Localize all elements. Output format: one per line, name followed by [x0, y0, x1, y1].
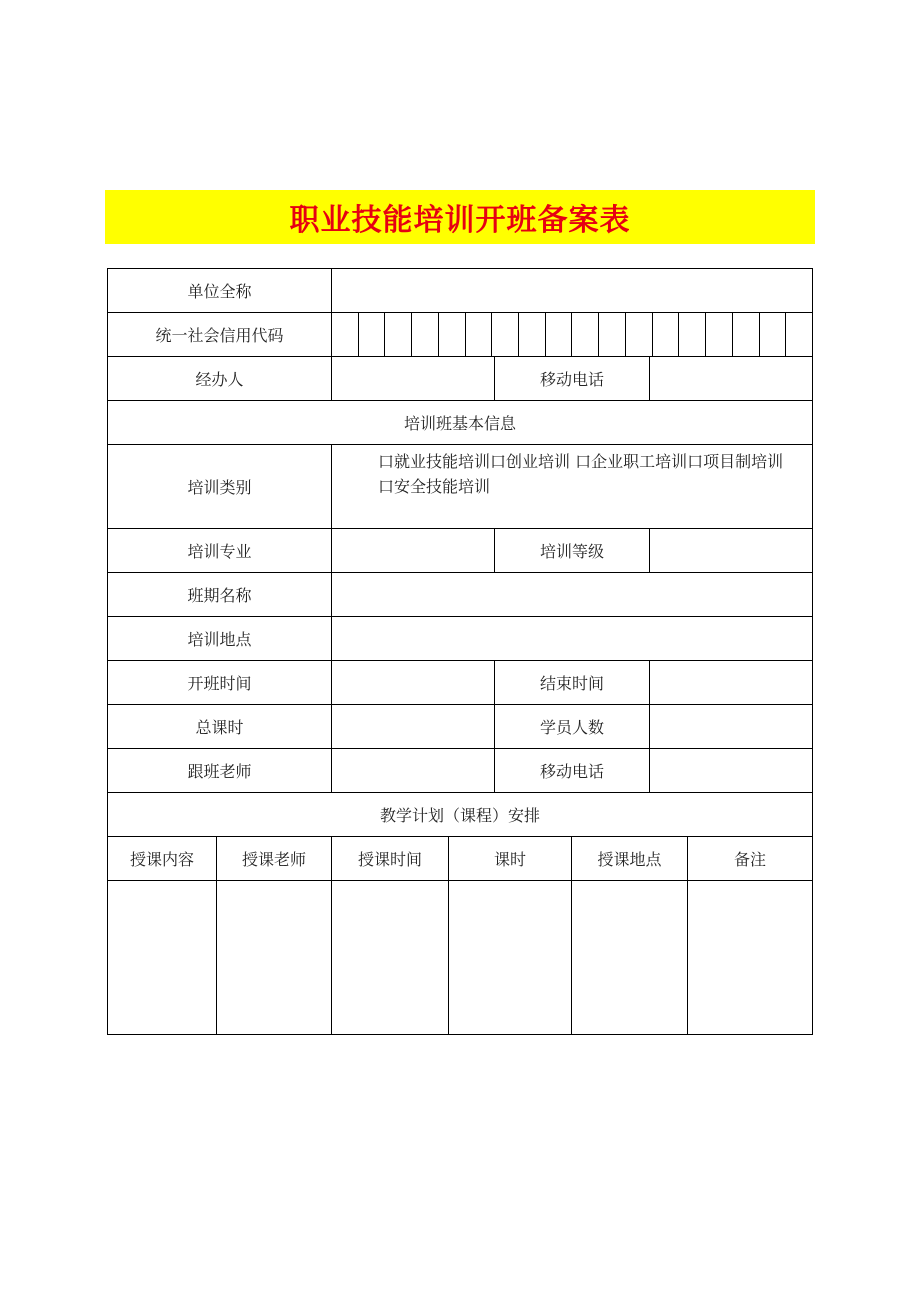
row-section-plan — [108, 793, 812, 837]
field-student-count[interactable] — [650, 705, 812, 748]
label-mobile: 移动电话 — [495, 357, 650, 400]
label-handler: 经办人 — [108, 357, 332, 400]
row-credit-code — [108, 313, 812, 357]
label-unit-name: 单位全称 — [108, 269, 332, 312]
row-plan-body — [108, 881, 812, 1034]
col-header-hours: 课时 — [449, 837, 572, 880]
row-unit-name — [108, 269, 812, 313]
row-training-location — [108, 617, 812, 661]
field-start-time[interactable] — [332, 661, 495, 704]
code-box[interactable] — [733, 313, 760, 356]
title-band — [105, 190, 815, 244]
row-handler — [108, 357, 812, 401]
field-unit-name[interactable] — [332, 269, 812, 312]
col-header-content: 授课内容 — [108, 837, 217, 880]
code-box[interactable] — [679, 313, 706, 356]
label-class-name: 班期名称 — [108, 573, 332, 616]
code-box[interactable] — [439, 313, 466, 356]
field-class-teacher[interactable] — [332, 749, 495, 792]
code-box[interactable] — [572, 313, 599, 356]
field-training-major[interactable] — [332, 529, 495, 572]
row-training-major — [108, 529, 812, 573]
field-total-hours[interactable] — [332, 705, 495, 748]
col-header-remarks: 备注 — [733, 850, 766, 869]
field-handler[interactable] — [332, 357, 495, 400]
code-box[interactable] — [786, 313, 812, 356]
form-title: 职业技能培训开班备案表 — [289, 203, 631, 238]
category-options-line2[interactable]: 口安全技能培训 — [378, 477, 491, 496]
plan-cell-location[interactable] — [572, 881, 688, 1034]
code-box[interactable] — [519, 313, 546, 356]
plan-cell-time[interactable] — [332, 881, 449, 1034]
code-box[interactable] — [546, 313, 573, 356]
row-class-name — [108, 573, 812, 617]
plan-cell-teacher[interactable] — [217, 881, 332, 1034]
label-mobile2: 移动电话 — [495, 749, 650, 792]
filing-form — [107, 268, 813, 1035]
code-box[interactable] — [653, 313, 680, 356]
label-class-teacher: 跟班老师 — [108, 749, 332, 792]
row-start-time — [108, 661, 812, 705]
field-mobile[interactable] — [650, 357, 812, 400]
label-training-location: 培训地点 — [108, 617, 332, 660]
label-training-major: 培训专业 — [108, 529, 332, 572]
label-start-time: 开班时间 — [108, 661, 332, 704]
plan-cell-remarks[interactable] — [688, 881, 812, 1034]
category-options — [332, 445, 783, 499]
row-class-teacher — [108, 749, 812, 793]
credit-code-boxes — [332, 313, 812, 356]
label-student-count: 学员人数 — [495, 705, 650, 748]
section-basic-heading: 培训班基本信息 — [403, 414, 516, 433]
code-box[interactable] — [492, 313, 519, 356]
code-box[interactable] — [706, 313, 733, 356]
row-training-category — [108, 445, 812, 529]
code-box[interactable] — [385, 313, 412, 356]
code-box[interactable] — [332, 313, 359, 356]
field-end-time[interactable] — [650, 661, 812, 704]
code-box[interactable] — [466, 313, 493, 356]
category-options-line1[interactable]: 口就业技能培训口创业培训 口企业职工培训口项目制培训 — [378, 452, 784, 471]
col-header-teacher: 授课老师 — [217, 837, 332, 880]
code-box[interactable] — [359, 313, 386, 356]
label-training-level: 培训等级 — [495, 529, 650, 572]
row-section-basic — [108, 401, 812, 445]
col-header-location: 授课地点 — [572, 837, 688, 880]
field-class-name[interactable] — [332, 573, 812, 616]
code-box[interactable] — [599, 313, 626, 356]
row-plan-headers — [108, 837, 812, 881]
label-credit-code: 统一社会信用代码 — [108, 313, 332, 356]
section-plan-heading: 教学计划（课程）安排 — [379, 806, 540, 825]
plan-cell-hours[interactable] — [449, 881, 572, 1034]
field-training-level[interactable] — [650, 529, 812, 572]
field-training-category[interactable] — [332, 445, 812, 528]
label-total-hours: 总课时 — [108, 705, 332, 748]
field-training-location[interactable] — [332, 617, 812, 660]
label-end-time: 结束时间 — [495, 661, 650, 704]
code-box[interactable] — [626, 313, 653, 356]
field-mobile2[interactable] — [650, 749, 812, 792]
label-training-category: 培训类别 — [108, 445, 332, 528]
col-header-time: 授课时间 — [332, 837, 449, 880]
plan-cell-content[interactable] — [108, 881, 217, 1034]
row-total-hours — [108, 705, 812, 749]
code-box[interactable] — [412, 313, 439, 356]
code-box[interactable] — [760, 313, 787, 356]
